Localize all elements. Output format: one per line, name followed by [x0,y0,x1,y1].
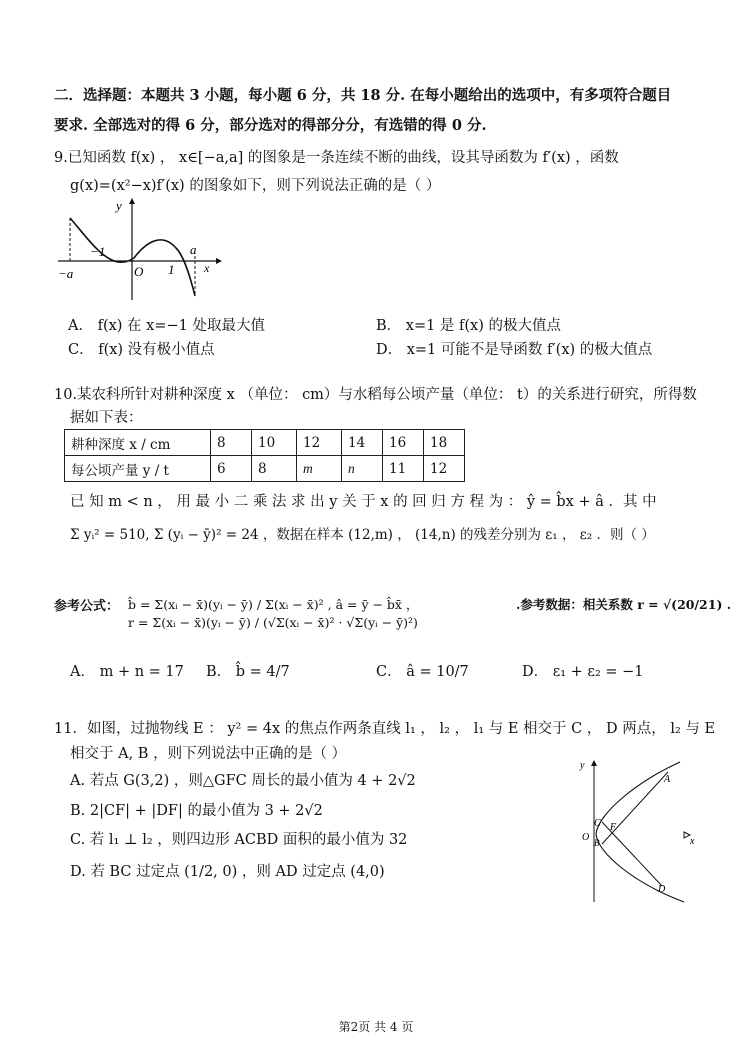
q10-stem-line2: 据如下表： [70,410,143,426]
table-cell: n [342,456,383,482]
q10-formula-r: r = Σ(xᵢ − x̄)(yᵢ − ȳ) / (√Σ(xᵢ − x̄)² · √Σ(yᵢ − ȳ)²) [128,615,418,630]
q10-data-table [64,429,465,482]
table-cell: 12 [424,456,465,482]
q11-option-d[interactable]: D. 若 BC 过定点 (1/2, 0) ，则 AD 过定点 (4,0) [70,864,385,880]
q9-label-one: 1 [168,262,175,277]
q9-option-c[interactable]: C． f(x) 没有极小值点 [68,342,215,358]
table-cell: 6 [211,456,252,482]
table-cell: 11 [383,456,424,482]
q10-reference-data: .参考数据：相关系数 r = √(20/21) . [516,597,732,612]
q11-label-d: D [658,884,666,895]
q10-option-b[interactable]: B． b̂ = 4/7 [206,664,290,680]
q11-stem-line1: 11．如图，过抛物线 E ： y² = 4x 的焦点作两条直线 l₁ ， l₂ ， l₁ 与 E 相交于 C ， D 两点， l₂ 与 E [54,721,716,737]
q11-option-a[interactable]: A. 若点 G(3,2) ，则△GFC 周长的最小值为 4 + 2√2 [70,773,416,789]
q11-label-y: y [580,760,585,771]
q11-label-a: A [664,774,671,785]
q11-label-c: C [594,818,601,829]
q9-stem-line1: 9.已知函数 f(x) ， x∈[−a,a] 的图象是一条连续不断的曲线，设其导函数为 f′(x) ，函数 [54,150,619,166]
table-row-header: 耕种深度 x / cm [65,430,211,456]
q9-stem-line2: g(x)=(x²−x)f′(x) 的图象如下，则下列说法正确的是（ ） [70,178,441,194]
q10-stem-line4: Σ yᵢ² = 510, Σ (yᵢ − ȳ)² = 24 ，数据在样本 (12,m) ， (14,n) 的残差分别为 ε₁ ， ε₂ ．则（ ） [70,527,655,543]
q9-y-arrow [129,198,135,204]
section-title: 二．选择题：本题共 3 小题，每小题 6 分，共 18 分. 在每小题给出的选项中，有多项符合题目 [54,87,672,104]
table-cell: 8 [211,430,252,456]
q11-option-b[interactable]: B. 2|CF| + |DF| 的最小值为 3 + 2√2 [70,803,323,819]
q9-label-neg-a: −a [58,266,74,281]
q9-graph [54,196,224,304]
table-row [65,456,465,482]
q11-stem-line2: 相交于 A, B ，则下列说法中正确的是（ ） [70,746,347,762]
q9-label-a: a [190,242,197,257]
table-cell: 14 [342,430,383,456]
q9-option-d[interactable]: D． x=1 可能不是导函数 f′(x) 的极大值点 [376,342,653,358]
q10-formula-b: b̂ = Σ(xᵢ − x̄)(yᵢ − ȳ) / Σ(xᵢ − x̄)² , â = ȳ − b̂x̄ ， [128,597,419,612]
table-cell: 18 [424,430,465,456]
section-title-cont: 要求. 全部选对的得 6 分，部分选对的得部分分，有选错的得 0 分. [54,117,487,134]
q9-label-origin: O [134,264,144,279]
q9-label-x: x [204,261,210,275]
table-cell: 10 [252,430,297,456]
q10-option-d[interactable]: D． ε₁ + ε₂ = −1 [522,664,644,680]
q9-label-y: y [116,198,122,213]
q11-label-b: B [594,838,600,848]
q10-stem-line3: 已 知 m < n ， 用 最 小 二 乘 法 求 出 y 关 于 x 的 回 归 方 程 为 ： ŷ = b̂x + â ．其 中 [70,494,657,510]
table-row [65,430,465,456]
q10-option-a[interactable]: A． m + n = 17 [70,664,184,680]
q9-x-arrow [216,258,222,264]
q9-option-a[interactable]: A． f(x) 在 x=−1 处取最大值 [68,318,265,334]
page-footer: 第2页 共 4 页 [338,1020,414,1034]
q11-y-arrow [591,760,597,766]
table-cell: 8 [252,456,297,482]
q10-option-c[interactable]: C． â = 10/7 [376,664,469,680]
q11-option-c[interactable]: C. 若 l₁ ⊥ l₂ ，则四边形 ACBD 面积的最小值为 32 [70,832,408,848]
q10-stem-line1: 10.某农科所针对耕种深度 x （单位： cm）与水稻每公顷产量（单位： t）的关系进行研究，所得数 [54,387,697,403]
q11-label-origin: O [582,832,590,843]
q9-option-b[interactable]: B． x=1 是 f(x) 的极大值点 [376,318,562,334]
table-cell: m [297,456,342,482]
table-row-header: 每公顷产量 y / t [65,456,211,482]
q10-formula-label: 参考公式： [54,599,120,614]
q11-label-x: x [690,836,695,847]
q11-graph [576,758,696,906]
table-cell: 16 [383,430,424,456]
q9-label-neg1: −1 [90,244,106,259]
q11-label-f: F [610,822,617,833]
table-cell: 12 [297,430,342,456]
